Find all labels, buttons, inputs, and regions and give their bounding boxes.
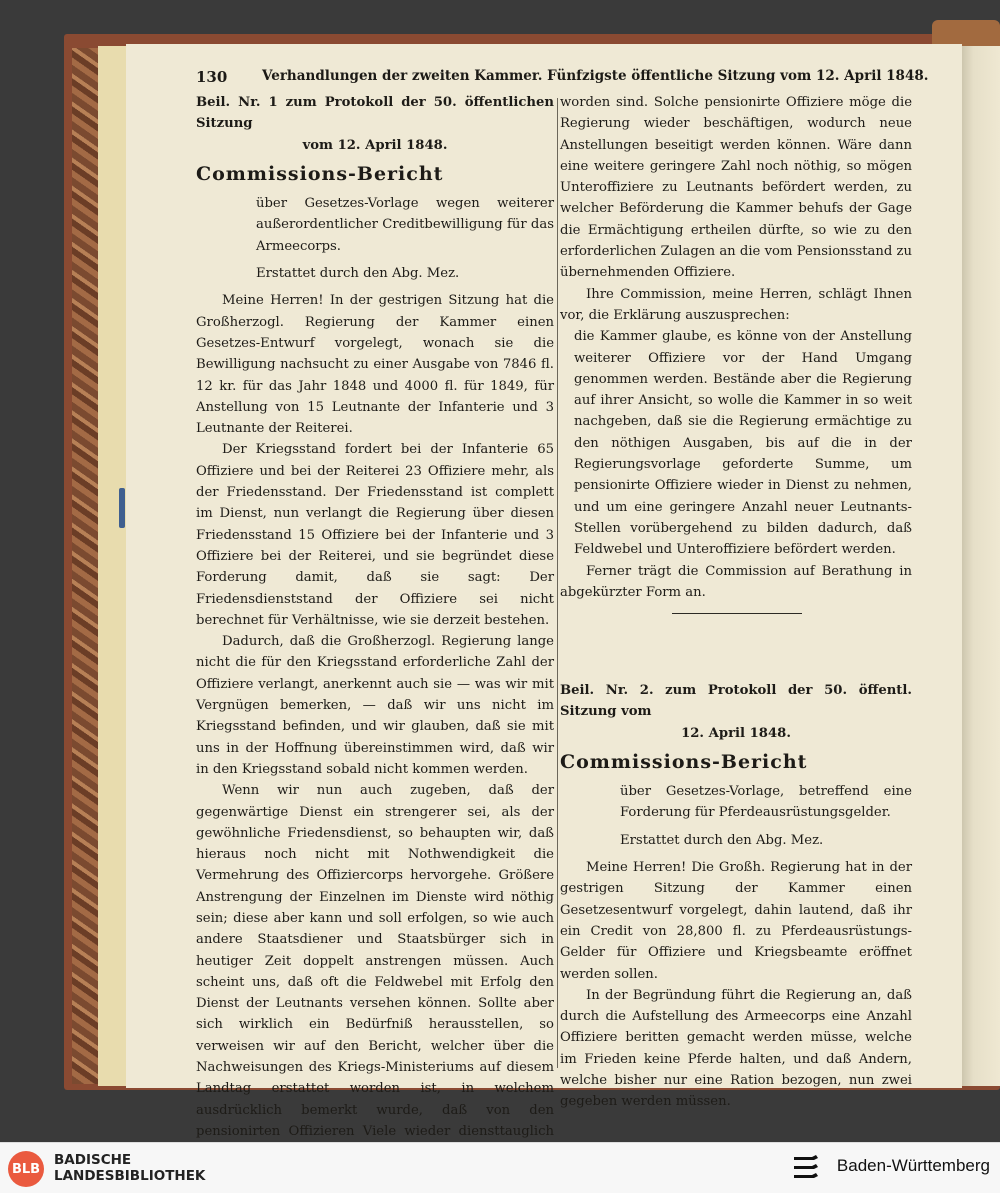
proposal-intro: Ihre Commission, meine Herren, schlägt Ihnen vor, die Erklärung auszusprechen: [560, 286, 912, 323]
state-name[interactable]: Baden-Württemberg [836, 1156, 990, 1175]
page-number: 130 [196, 68, 228, 86]
report-subtitle: über Gesetzes-Vorlage wegen weiterer außerordentlicher Creditbewilligung für das Armeecorps. [256, 196, 554, 254]
right-column [560, 92, 912, 603]
paragraph: Wenn wir nun auch zugeben, daß der gegenwärtige Dienst ein strengerer sei, als der gewöhnliche Friedensdienst, so behaupten wir, daß hieraus noch nicht mit Nothwendigkeit die Vermehrung des Offiziercorps hervorgehe. Größere Anstrengung der Einzelnen im Dienste wird nöthig sein; diese aber kann und soll erfolgen, so wie auch andere Staatsdiener und Staatsbürger sich in heutiger Zeit doppelt anstrengen müssen. Auch scheint uns, daß oft die Feldwebel mit Erfolg den Dienst der Leutnants versehen können. Sollte aber sich wirklich ein Bedürfniß herausstellen, so verweisen wir auf den Bericht, welcher über die Nachweisungen des Kriegs-Ministeriums auf diesem Landtag erstattet worden ist, in welchem ausdrücklich bemerkt wurde, daß von den pensionirten Offizieren Viele wieder diensttauglich [196, 783, 554, 1139]
beil-date: vom 12. April 1848. [302, 137, 448, 153]
beil-heading: Beil. Nr. 1 zum Protokoll der 50. öffentlichen Sitzung [196, 95, 554, 132]
report2-author: Erstattet durch den Abg. Mez. [620, 832, 824, 848]
beil2-date: 12. April 1848. [681, 725, 791, 741]
closing-paragraph: Ferner trägt die Commission auf Berathung in abgekürzter Form an. [560, 563, 912, 600]
book-spine [932, 20, 1000, 46]
next-page-edge [962, 46, 1000, 1086]
paragraph: In der Begründung führt die Regierung an, daß durch die Aufstellung des Armeecorps eine Anzahl Offiziere beritten gemacht werden müsse, welche im Frieden keine Pferde halten, und daß Andern, welche bisher nur eine Ration bezogen, nun zwei gegeben werden müssen. [560, 987, 912, 1110]
page-edges [98, 46, 129, 1086]
right-column-lower [560, 680, 912, 1113]
left-column [196, 92, 554, 1164]
report2-title: Commissions-Bericht [560, 750, 808, 773]
report-author: Erstattet durch den Abg. Mez. [256, 266, 460, 282]
paragraph: worden sind. Solche pensionirte Offiziere möge die Regierung wieder beschäftigen, wodurch neue Anstellungen beseitigt werden können. Wäre dann eine weitere geringere Zahl noch nöthig, so mögen Unteroffiziere zu Leutnants befördert werden, zu welcher Beförderung die Kammer behufs der Gage die Ermächtigung ertheilen dürfte, so wie zu den erforderlichen Zulagen an die vom Pensionsstand zu übernehmenden Offiziere. [560, 95, 912, 281]
column-divider [557, 98, 558, 1068]
viewer-footer [0, 1142, 1000, 1193]
section-separator [672, 613, 802, 614]
paragraph: Meine Herren! Die Großh. Regierung hat in der gestrigen Sitzung der Kammer einen Gesetzesentwurf vorgelegt, dahin lautend, daß ihr ein Credit von 28,800 fl. zu Pferdeausrüstungs-Gelder für Offiziere und Kriegsbeamte eröffnet werden sollen. [560, 860, 912, 982]
paragraph: Meine Herren! In der gestrigen Sitzung hat die Großherzogl. Regierung der Kammer einen Gesetzes-Entwurf vorgelegt, wonach sie die Bewilligung nachsucht zu einer Ausgabe von 7846 fl. 12 kr. für das Jahr 1848 und 4000 fl. für 1849, für Anstellung von 15 Leutnante der Infanterie und 3 Leutnante der Reiterei. [196, 293, 554, 437]
proposal-text: die Kammer glaube, es könne von der Anstellung weiterer Offiziere vor der Hand Umgang genommen werden. Beständе aber die Regierung auf ihrer Ansicht, so wolle die Kammer in so weit nachgeben, daß sie die Regierung ermächtige zu den nöthigen Ausgaben, bis auf die in der Regierungsvorlage geforderte Summe, um pensionirte Offiziere wieder in Dienst zu nehmen, und um eine geringere Anzahl neuer Leutnants-Stellen vorübergehend zu bilden dadurch, daß Feldwebel und Unteroffiziere befördert werden. [574, 329, 912, 558]
paragraph: Der Kriegsstand fordert bei der Infanterie 65 Offiziere und bei der Reiterei 23 Offiziere mehr, als der Friedensstand. Der Friedensstand ist complett im Dienst, nun verlangt die Regierung über diesen Friedensstand 15 Offiziere bei der Infanterie und 3 Offiziere bei der Reiterei, und sie begründet diese Forderung damit, daß sie sagt: Der Friedensdienststand der Offiziere sei nicht berechnet für Verhältnisse, wie sie derzeit bestehen. [196, 442, 554, 628]
three-lions-icon [792, 1153, 824, 1183]
report2-subtitle: über Gesetzes-Vorlage, betreffend eine Forderung für Pferdeausrüstungsgelder. [620, 784, 912, 821]
blb-logo[interactable]: BLB [8, 1151, 44, 1187]
paragraph: Dadurch, daß die Großherzogl. Regierung lange nicht die für den Kriegsstand erforderliche Zahl der Offiziere verlangt, anerkennt auch sie — was wir mit Vergnügen bemerken, — daß wir uns nicht im Kriegsstand befinden, und wir glauben, daß sie mit uns in der Hoffnung übereinstimmen wird, daß wir in den Kriegsstand sobald nicht kommen werden. [196, 634, 554, 777]
beil2-heading: Beil. Nr. 2. zum Protokoll der 50. öffentl. Sitzung vom [560, 683, 912, 720]
report-title: Commissions-Bericht [196, 162, 444, 185]
library-name-line1: BADISCHE [54, 1152, 132, 1168]
running-title: Verhandlungen der zweiten Kammer. Fünfzigste öffentliche Sitzung vom 12. April 1848. [262, 68, 929, 84]
library-name[interactable] [54, 1152, 205, 1184]
blue-marker [119, 488, 125, 528]
library-name-line2: LANDESBIBLIOTHEK [54, 1168, 206, 1184]
